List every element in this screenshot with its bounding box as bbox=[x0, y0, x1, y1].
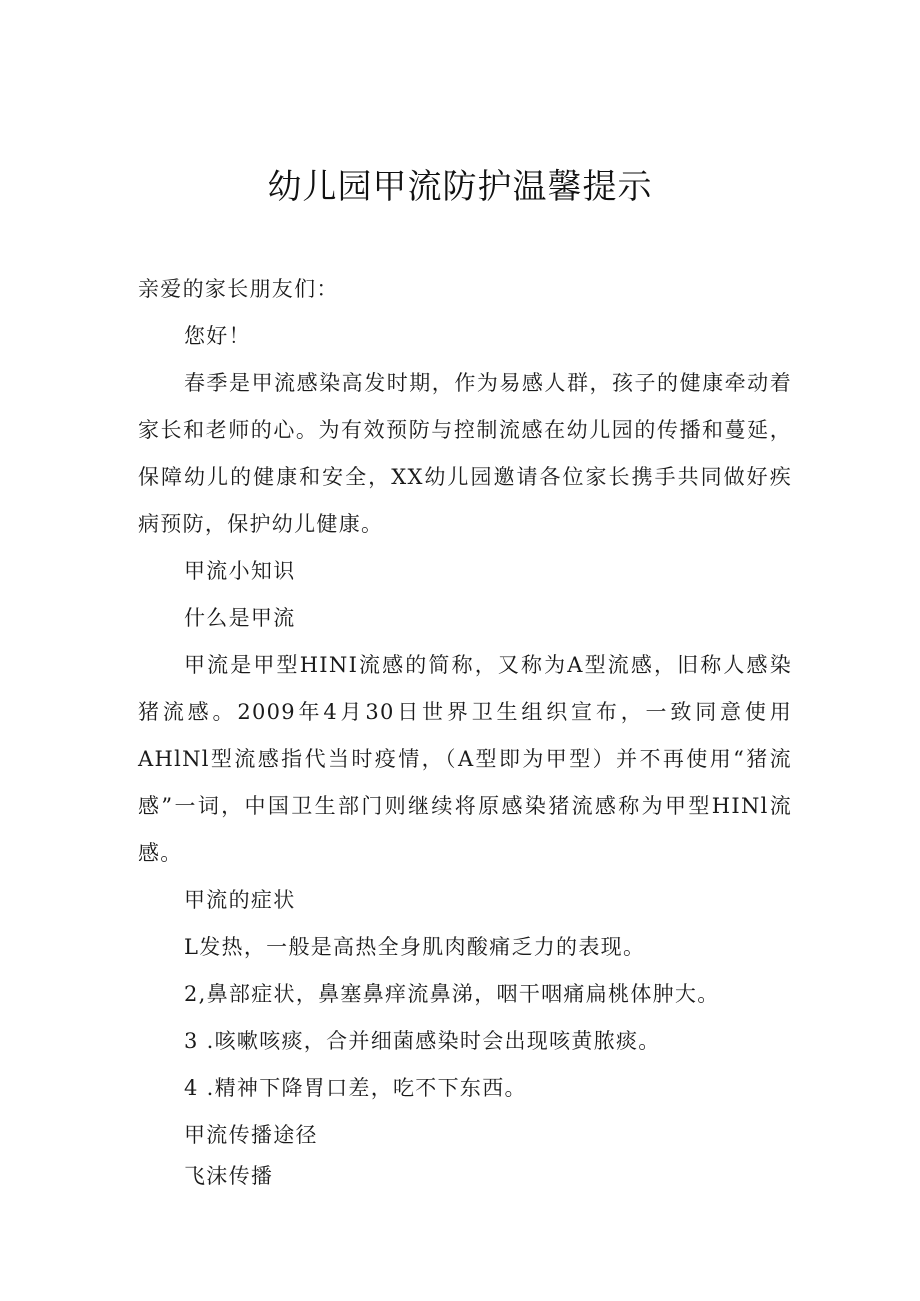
greeting: 您好！ bbox=[184, 324, 251, 348]
section-heading-symptoms: 甲流的症状 bbox=[184, 888, 296, 912]
section-heading-what-is: 什么是甲流 bbox=[184, 606, 296, 630]
salutation: 亲爱的家长朋友们： bbox=[138, 277, 339, 301]
section-heading-knowledge: 甲流小知识 bbox=[184, 559, 296, 583]
symptom-item-2: 2,鼻部症状，鼻塞鼻痒流鼻涕，咽干咽痛扁桃体肿大。 bbox=[184, 982, 720, 1006]
intro-paragraph: 春季是甲流感染高发时期，作为易感人群，孩子的健康牵动着家长和老师的心。为有效预防与控制流感在幼儿园的传播和蔓延，保障幼儿的健康和安全，XX幼儿园邀请各位家长携手共同做好疾病预防，保护幼儿健康。 bbox=[138, 371, 792, 536]
symptom-item-1: L发热，一般是高热全身肌肉酸痛乏力的表现。 bbox=[184, 935, 646, 959]
document-title: 幼儿园甲流防护温馨提示 bbox=[267, 167, 653, 207]
section-heading-transmission: 甲流传播途径 bbox=[184, 1123, 318, 1147]
document-body bbox=[138, 266, 792, 1193]
definition-paragraph: 甲流是甲型HINI流感的简称，又称为A型流感，旧称人感染猪流感。2009年4月30日世界卫生组织宣布，一致同意使用AHlNl型流感指代当时疫情，（A型即为甲型）并不再使用“猪流感”一词，中国卫生部门则继续将原感染猪流感称为甲型HINl流感。 bbox=[138, 653, 792, 865]
transmission-item: 飞沫传播 bbox=[184, 1164, 274, 1188]
symptom-item-3: 3 .咳嗽咳痰，合并细菌感染时会出现咳黄脓痰。 bbox=[184, 1029, 661, 1053]
symptom-item-4: 4 .精神下降胃口差，吃不下东西。 bbox=[184, 1076, 527, 1100]
